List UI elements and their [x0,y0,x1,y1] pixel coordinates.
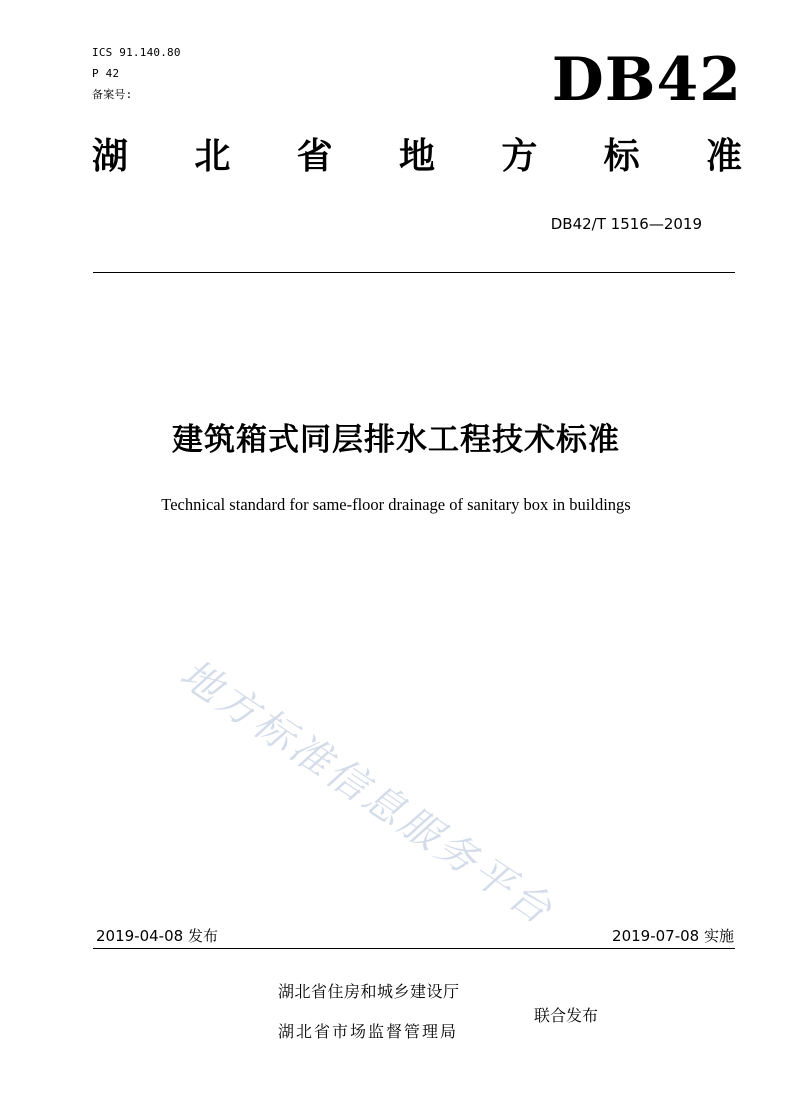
category-title-char: 方 [501,136,538,177]
issue-date: 2019-04-08 发布 [96,927,218,945]
filing-number-label: 备案号: [92,88,133,101]
issuer-market-supervision: 湖北省市场监督管理局 [278,1022,459,1041]
document-title-chinese: 建筑箱式同层排水工程技术标准 [172,422,620,458]
category-title-char: 省 [296,136,333,177]
ics-code: ICS 91.140.80 [92,46,181,59]
bottom-divider [93,948,735,949]
implementation-date: 2019-07-08 实施 [612,927,734,945]
category-title-char: 地 [398,136,435,177]
standard-number: DB42/T 1516—2019 [550,215,702,233]
category-title-char: 标 [603,136,640,177]
category-title [92,134,742,180]
category-title-char: 准 [705,136,742,177]
standard-logo: DB42 [551,45,742,115]
top-divider [93,272,735,273]
category-title-char: 北 [194,136,231,177]
issuer-housing-department: 湖北省住房和城乡建设厅 [278,982,460,1001]
document-title-english: Technical standard for same-floor drainage of sanitary box in buildings [161,495,631,514]
category-title-char: 湖 [92,136,129,177]
watermark: 地方标准信息服务平台 [171,650,563,936]
joint-issue-label: 联合发布 [534,1006,599,1025]
classification-code: P 42 [92,67,120,80]
